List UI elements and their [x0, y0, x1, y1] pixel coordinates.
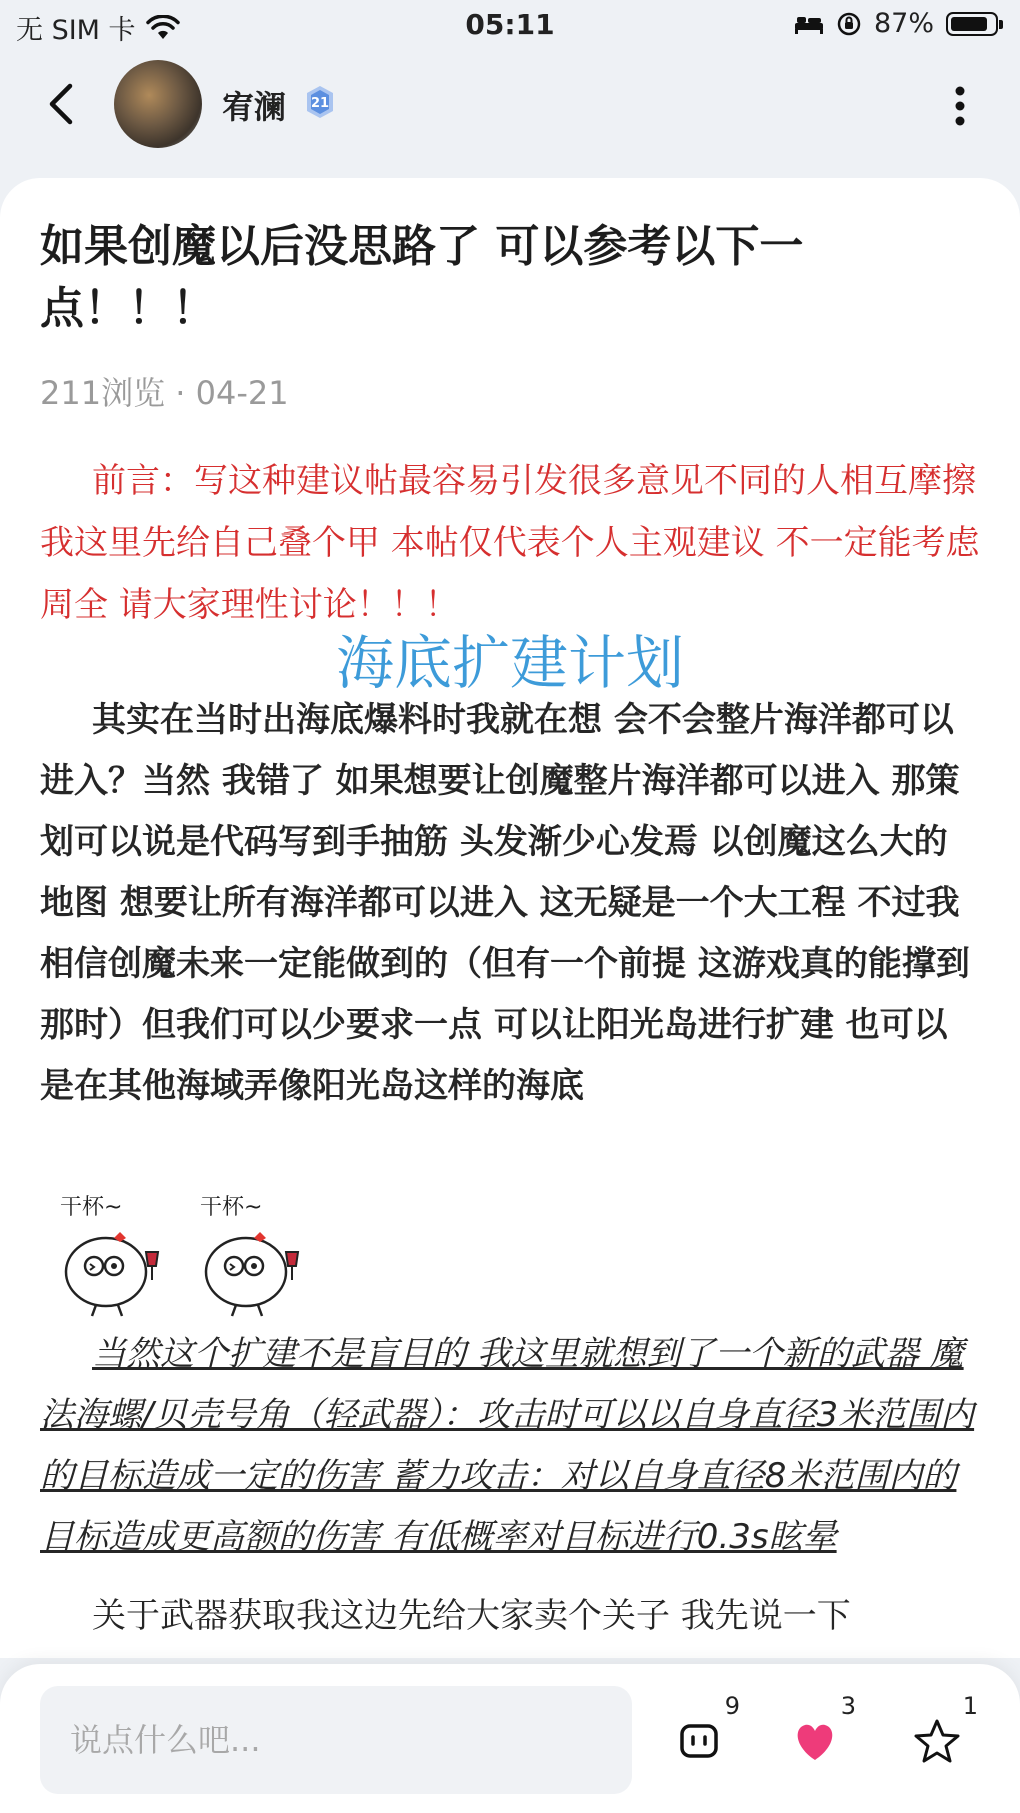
avatar[interactable] [114, 60, 202, 148]
cheers-sticker-icon [60, 1195, 158, 1316]
sticker-row [56, 1190, 376, 1320]
sticker-caption: 干杯~ [200, 1195, 263, 1220]
like-count: 3 [840, 1692, 856, 1720]
favorite-count: 1 [962, 1692, 978, 1720]
view-count: 211浏览 [40, 374, 166, 412]
body-paragraph: 其实在当时出海底爆料时我就在想 会不会整片海洋都可以进入？当然 我错了 如果想要让创魔整片海洋都可以进入 那策划可以说是代码写到手抽筋 头发渐少心发焉 以创魔这么大的地图 想要让所有海洋都可以进入 这无疑是一个大工程 不过我相信创魔未来一定能做到的（但有一个前提 这游戏真的能撑到那时）但我们可以少要求一点 可以让阳光岛进行扩建 也可以是在其他海域弄像阳光岛这样的海底 [40, 700, 970, 1106]
section-heading: 海底扩建计划 [335, 629, 684, 697]
favorite-button[interactable] [902, 1692, 978, 1776]
preface-text: 前言：写这种建议帖最容易引发很多意见不同的人相互摩擦 我这里先给自己叠个甲 本帖仅代表个人主观建议 不一定能考虑周全 请大家理性讨论！！！ [40, 461, 980, 625]
like-button[interactable] [780, 1692, 856, 1776]
bottom-action-bar [0, 1664, 1020, 1813]
cheers-sticker-icon [200, 1195, 298, 1316]
status-right [794, 8, 998, 39]
star-icon [902, 1706, 972, 1776]
comment-icon [664, 1706, 734, 1776]
post-card [0, 178, 1020, 1658]
status-bar [0, 0, 1020, 52]
status-time: 05:11 [465, 8, 555, 41]
level-number: 21 [310, 96, 330, 111]
comment-button[interactable] [664, 1692, 740, 1776]
sticker-caption: 干杯~ [60, 1195, 123, 1220]
post-date: 04-21 [195, 374, 289, 412]
post-meta [40, 368, 289, 414]
post-title: 如果创魔以后没思路了 可以参考以下一点！！！ [40, 221, 804, 334]
heart-icon [780, 1706, 850, 1776]
meta-separator: · [175, 374, 196, 412]
battery-percent: 87% [873, 8, 934, 39]
back-arrow-icon[interactable] [36, 76, 92, 132]
weapon-paragraph: 当然这个扩建不是盲目的 我这里就想到了一个新的武器 魔法海螺/贝壳号角（轻武器）：攻击时可以以自身直径3米范围内的目标造成一定的伤害 蓄力攻击：对以自身直径8米范围内的目标造成更高额的伤害 有低概率对目标进行0.3s眩晕 [40, 1334, 975, 1557]
comment-input[interactable] [40, 1686, 632, 1794]
partial-paragraph: 关于武器获取我这边先给大家卖个关子 我先说一下 [92, 1596, 851, 1636]
orientation-lock-icon [836, 11, 862, 37]
carrier-label: 无 SIM 卡 [16, 15, 136, 46]
more-options-icon[interactable] [940, 78, 980, 134]
bed-icon [794, 13, 824, 35]
level-badge [302, 84, 338, 120]
comment-count: 9 [724, 1692, 740, 1720]
username[interactable]: 宥澜 [222, 88, 287, 126]
post-header [0, 52, 1020, 176]
battery-icon [946, 12, 998, 36]
